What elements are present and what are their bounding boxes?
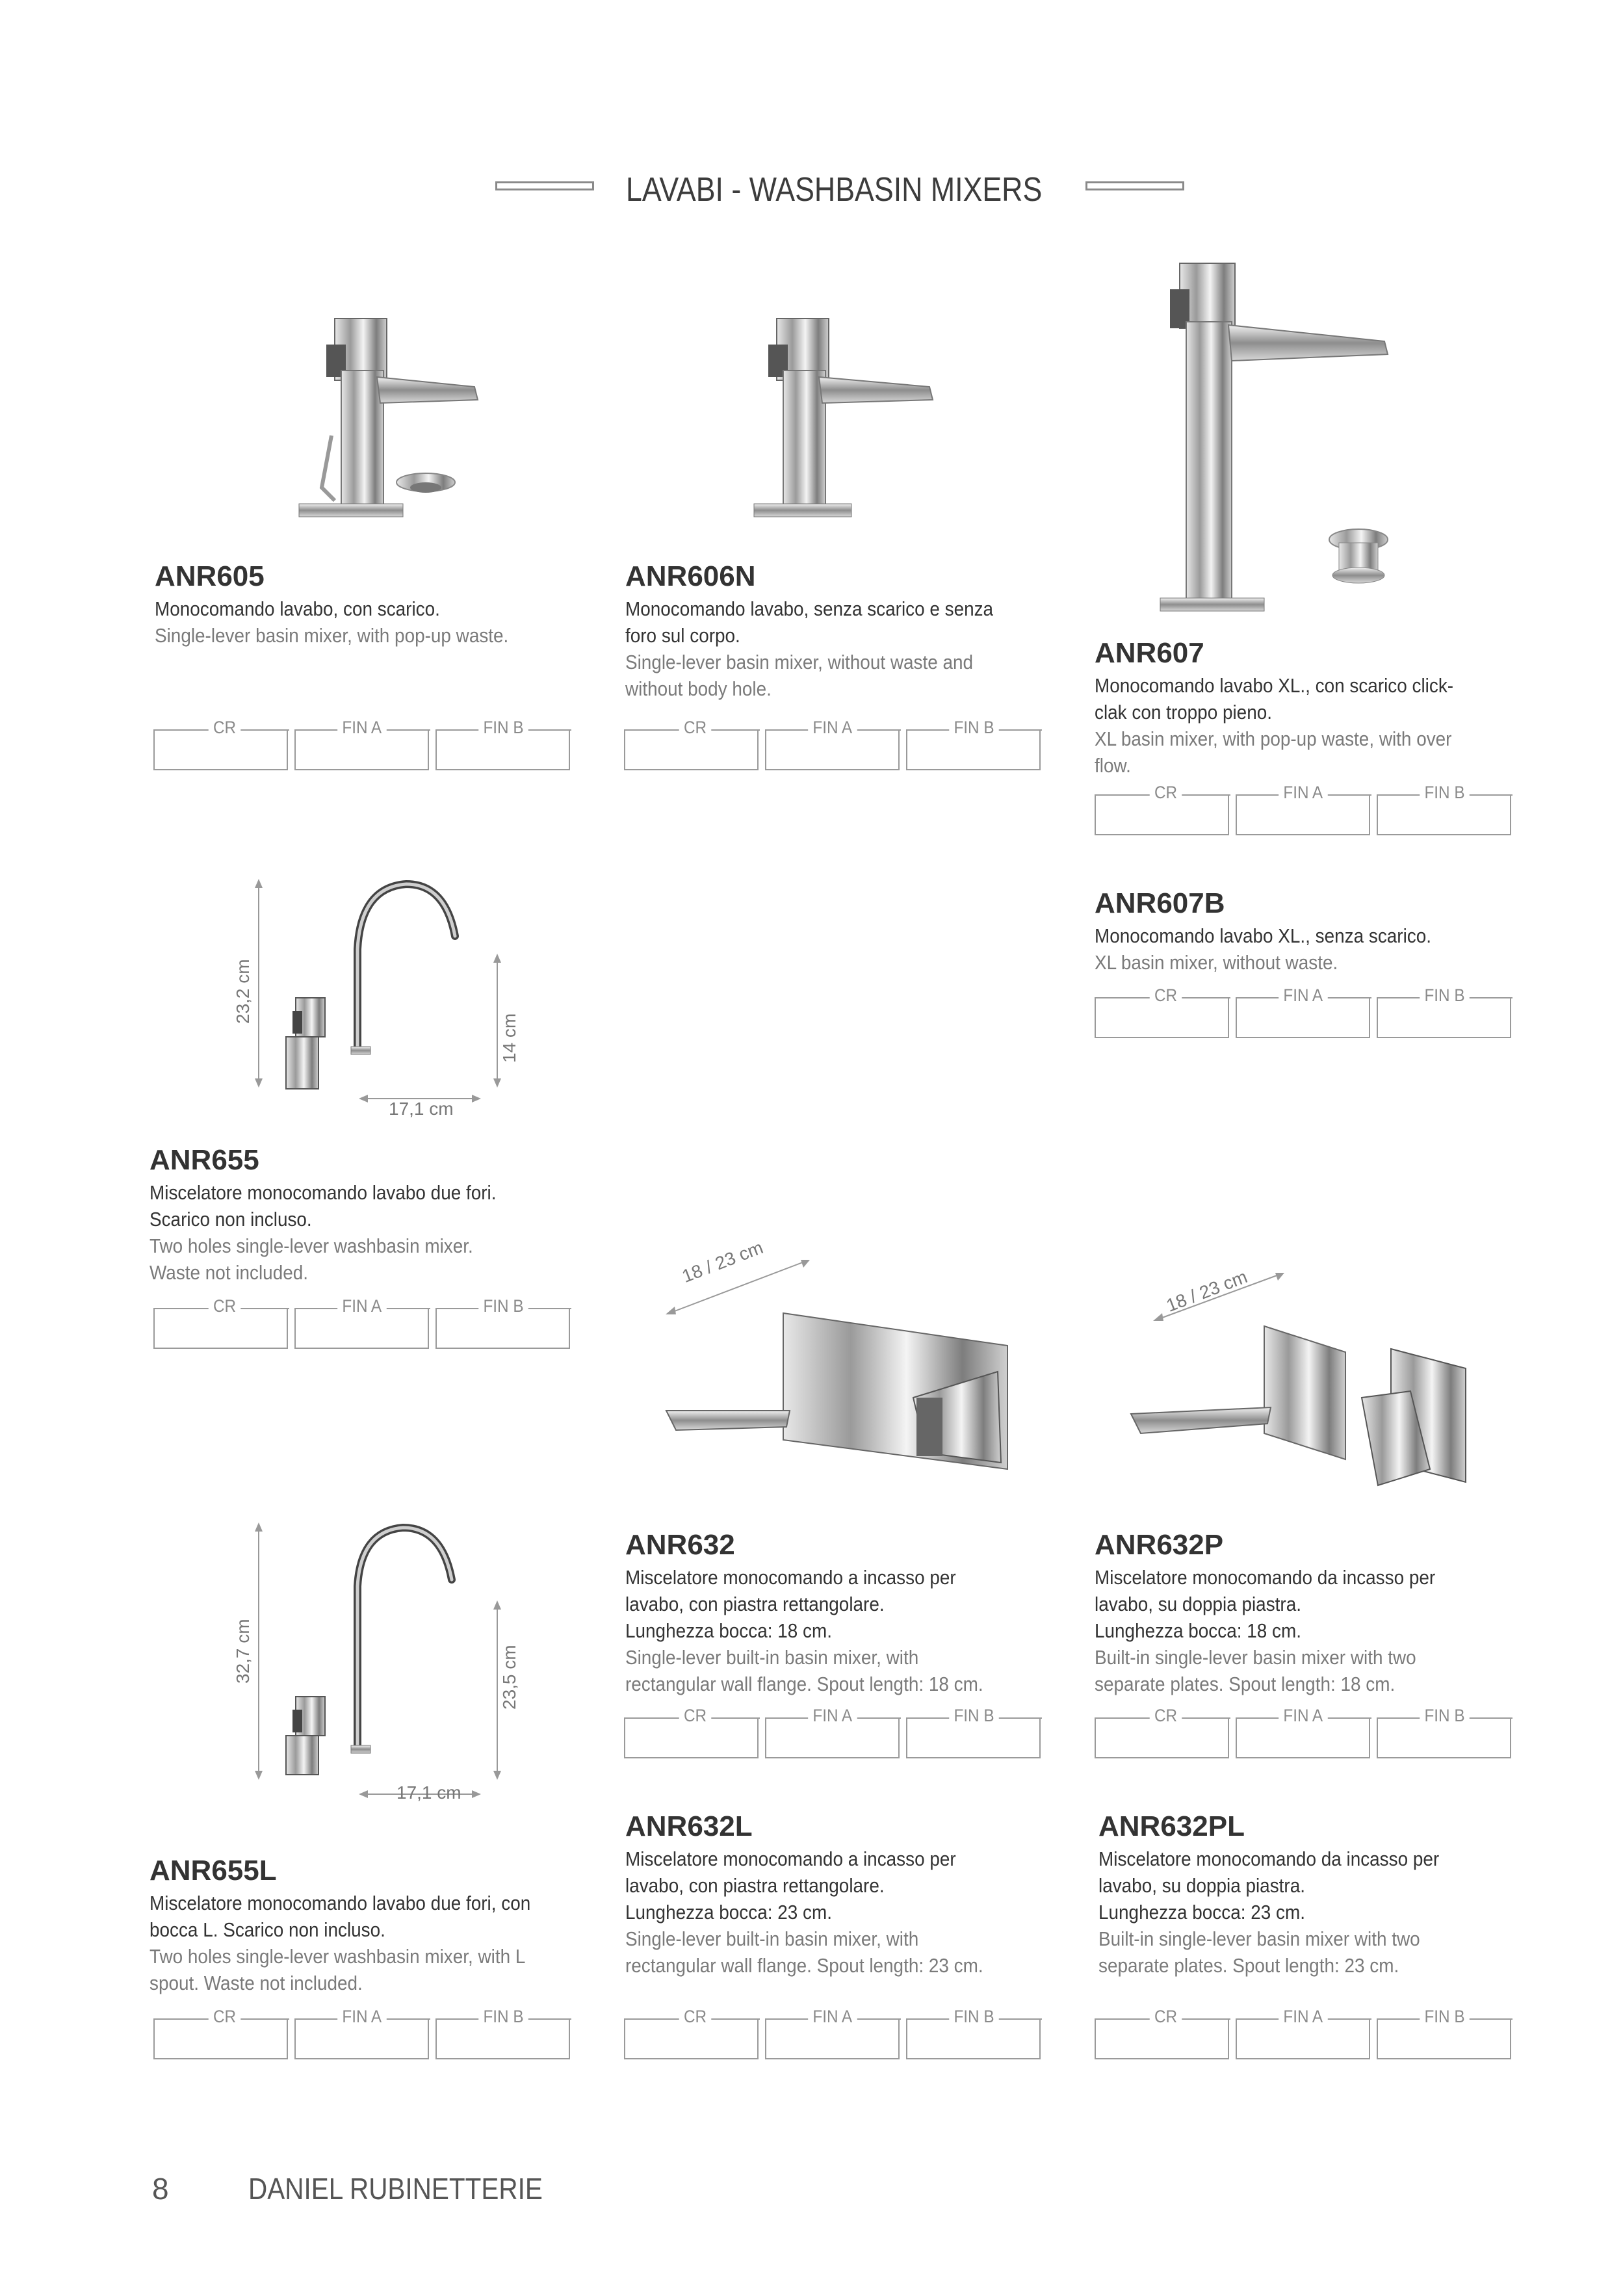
anr655l-spout-height-label: 23,5 cm [499, 1645, 519, 1710]
product-code: ANR632L [625, 1810, 753, 1842]
finish-cr-label: CR [209, 1296, 241, 1316]
finish-b-label: FIN B [1420, 985, 1470, 1006]
finish-b-label: FIN B [1420, 2007, 1470, 2027]
finish-b-label: FIN B [478, 718, 528, 738]
finish-b-box[interactable] [1377, 985, 1511, 1038]
finish-b-label: FIN B [949, 2007, 999, 2027]
product-code: ANR606N [625, 560, 756, 592]
product-anr655l [149, 1855, 604, 1996]
finish-b-box[interactable] [435, 1296, 570, 1349]
description-en: Built-in single-lever basin mixer with two separate plates. Spout length: 18 cm. [1095, 1646, 1416, 1695]
finish-b-box[interactable] [906, 1706, 1041, 1758]
finish-a-box[interactable] [1236, 985, 1370, 1038]
finish-a-box[interactable] [765, 2007, 900, 2059]
product-anr605 [155, 560, 610, 649]
footer-brand: DANIEL RUBINETTERIE [248, 2172, 543, 2206]
product-anr607 [1095, 637, 1550, 779]
description-it: Monocomando lavabo XL., senza scarico. [1095, 924, 1431, 947]
description-en: Single-lever built-in basin mixer, with rectangular wall flange. Spout length: 18 cm. [625, 1646, 983, 1695]
finish-a-box[interactable] [294, 718, 429, 770]
finish-a-box[interactable] [1236, 1706, 1370, 1758]
finish-cr-box[interactable] [153, 718, 288, 770]
product-anr632 [625, 1529, 1080, 1697]
finish-cr-label: CR [679, 1706, 712, 1726]
finish-cr-box[interactable] [1095, 985, 1229, 1038]
description-it: Monocomando lavabo XL., con scarico click- clak con troppo pieno. [1095, 674, 1454, 724]
finish-a-label: FIN A [1279, 2007, 1327, 2027]
anr606n-product-image [747, 306, 942, 527]
description-it: Miscelatore monocomando lavabo due fori. Scarico non incluso. [149, 1181, 497, 1231]
finish-cr-box[interactable] [1095, 2007, 1229, 2059]
finish-b-box[interactable] [435, 2007, 570, 2059]
anr632p-length-label: 18 / 23 cm [1163, 1266, 1251, 1316]
finish-b-box[interactable] [1377, 1706, 1511, 1758]
description-it: Miscelatore monocomando lavabo due fori, con bocca L. Scarico non incluso. [149, 1892, 531, 1941]
description-it: Miscelatore monocomando da incasso per lavabo, su doppia piastra. Lunghezza bocca: 18 cm. [1095, 1566, 1436, 1642]
finish-cr-box[interactable] [1095, 783, 1229, 835]
anr632-product-image [656, 1300, 1020, 1476]
anr655-finish-options [153, 1296, 576, 1351]
finish-b-box[interactable] [435, 718, 570, 770]
header-decor-left [495, 181, 594, 190]
anr632pl-finish-options [1095, 2007, 1517, 2061]
finish-b-label: FIN B [1420, 1706, 1470, 1726]
product-code: ANR632P [1095, 1529, 1224, 1561]
product-anr632p [1095, 1529, 1550, 1697]
finish-cr-box[interactable] [153, 1296, 288, 1349]
anr607b-finish-options [1095, 985, 1517, 1040]
anr632p-finish-options [1095, 1706, 1517, 1760]
page-title: LAVABI - WASHBASIN MIXERS [626, 171, 1043, 209]
description-it: Miscelatore monocomando a incasso per lavabo, con piastra rettangolare. Lunghezza bocca: 23 cm. [625, 1847, 956, 1924]
finish-cr-label: CR [1150, 783, 1182, 803]
anr655-dimension-lines [247, 871, 526, 1144]
product-code: ANR632PL [1098, 1810, 1245, 1842]
finish-a-box[interactable] [765, 718, 900, 770]
product-anr606n [625, 560, 1080, 702]
anr655l-finish-options [153, 2007, 576, 2061]
description-en: Single-lever basin mixer, with pop-up waste. [155, 624, 509, 647]
finish-cr-label: CR [1150, 985, 1182, 1006]
product-code: ANR655L [149, 1855, 277, 1886]
finish-b-box[interactable] [906, 718, 1041, 770]
anr632-length-label: 18 / 23 cm [679, 1237, 766, 1286]
anr605-product-image [279, 306, 487, 527]
product-code: ANR655 [149, 1144, 259, 1176]
finish-a-label: FIN A [337, 2007, 386, 2027]
product-anr632l [625, 1810, 1080, 1979]
finish-a-box[interactable] [1236, 783, 1370, 835]
anr605-finish-options [153, 718, 576, 772]
finish-a-label: FIN A [337, 1296, 386, 1316]
anr655l-reach-label: 17,1 cm [396, 1782, 461, 1803]
anr607-finish-options [1095, 783, 1517, 837]
anr606n-finish-options [624, 718, 1046, 772]
finish-cr-label: CR [1150, 2007, 1182, 2027]
finish-cr-box[interactable] [153, 2007, 288, 2059]
finish-a-label: FIN A [1279, 985, 1327, 1006]
finish-b-label: FIN B [949, 718, 999, 738]
product-code: ANR607B [1095, 887, 1225, 919]
anr632p-product-image [1124, 1307, 1488, 1495]
product-anr655 [149, 1144, 604, 1286]
finish-a-box[interactable] [765, 1706, 900, 1758]
finish-cr-label: CR [679, 2007, 712, 2027]
anr655-reach-label: 17,1 cm [389, 1099, 454, 1119]
finish-cr-label: CR [679, 718, 712, 738]
finish-a-label: FIN A [1279, 783, 1327, 803]
description-en: XL basin mixer, with pop-up waste, with over flow. [1095, 727, 1452, 777]
description-en: Two holes single-lever washbasin mixer. Waste not included. [149, 1234, 473, 1284]
anr607-product-image [1144, 257, 1417, 621]
finish-a-label: FIN A [808, 1706, 857, 1726]
finish-cr-box[interactable] [624, 1706, 759, 1758]
header-decor-right [1085, 181, 1184, 190]
description-en: Single-lever basin mixer, without waste and without body hole. [625, 651, 974, 700]
product-code: ANR632 [625, 1529, 735, 1561]
finish-cr-box[interactable] [624, 718, 759, 770]
description-en: XL basin mixer, without waste. [1095, 951, 1338, 974]
finish-b-label: FIN B [478, 2007, 528, 2027]
finish-a-box[interactable] [294, 1296, 429, 1349]
finish-cr-label: CR [1150, 1706, 1182, 1726]
finish-a-box[interactable] [294, 2007, 429, 2059]
anr655l-dimension-lines [247, 1508, 526, 1820]
product-anr632pl [1098, 1810, 1553, 1979]
finish-a-label: FIN A [808, 2007, 857, 2027]
product-code: ANR605 [155, 560, 265, 592]
finish-a-label: FIN A [337, 718, 386, 738]
description-en: Built-in single-lever basin mixer with two separate plates. Spout length: 23 cm. [1098, 1927, 1420, 1977]
description-en: Two holes single-lever washbasin mixer, with L spout. Waste not included. [149, 1945, 526, 1994]
page-number: 8 [152, 2172, 169, 2206]
finish-cr-box[interactable] [1095, 1706, 1229, 1758]
anr632l-finish-options [624, 2007, 1046, 2061]
finish-b-box[interactable] [906, 2007, 1041, 2059]
finish-b-label: FIN B [478, 1296, 528, 1316]
finish-cr-label: CR [209, 718, 241, 738]
finish-b-label: FIN B [1420, 783, 1470, 803]
anr655-spout-height-label: 14 cm [499, 1013, 519, 1063]
finish-b-label: FIN B [949, 1706, 999, 1726]
finish-b-box[interactable] [1377, 783, 1511, 835]
finish-a-label: FIN A [1279, 1706, 1327, 1726]
product-anr607b [1095, 887, 1550, 976]
anr655-height-label: 23,2 cm [233, 959, 253, 1024]
finish-cr-box[interactable] [624, 2007, 759, 2059]
finish-cr-label: CR [209, 2007, 241, 2027]
finish-b-box[interactable] [1377, 2007, 1511, 2059]
description-en: Single-lever built-in basin mixer, with rectangular wall flange. Spout length: 23 cm. [625, 1927, 983, 1977]
description-it: Miscelatore monocomando a incasso per lavabo, con piastra rettangolare. Lunghezza bocca: 18 cm. [625, 1566, 956, 1642]
finish-a-box[interactable] [1236, 2007, 1370, 2059]
finish-a-label: FIN A [808, 718, 857, 738]
anr632-finish-options [624, 1706, 1046, 1760]
product-code: ANR607 [1095, 637, 1204, 669]
description-it: Miscelatore monocomando da incasso per lavabo, su doppia piastra. Lunghezza bocca: 23 cm. [1098, 1847, 1440, 1924]
description-it: Monocomando lavabo, con scarico. [155, 597, 440, 620]
anr655l-height-label: 32,7 cm [233, 1619, 253, 1684]
description-it: Monocomando lavabo, senza scarico e senza foro sul corpo. [625, 597, 994, 647]
